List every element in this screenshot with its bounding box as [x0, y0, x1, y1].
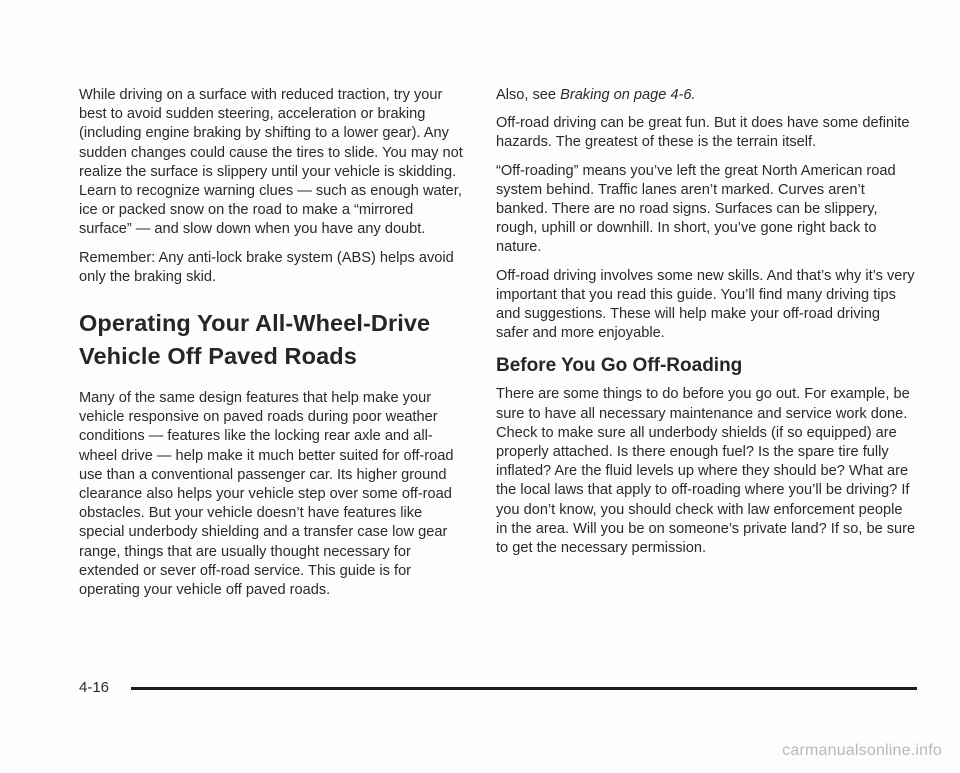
left-column	[79, 86, 464, 609]
page-number: 4-16	[79, 679, 110, 696]
subsection-heading: Before You Go Off-Roading	[496, 355, 743, 377]
also-see-prefix: Also, see	[496, 87, 561, 103]
right-column	[496, 86, 916, 567]
paragraph-off-roading-meaning: “Off-roading” means you’ve left the great North American road system behind. Traffic lanes aren’t marked. Curves aren’t banked. There are no road signs. Surfaces can be slippery, rough, uphill or downhill. In short, you’ve gone right back to nature.	[496, 162, 896, 256]
braking-reference-link[interactable]: Braking on page 4-6.	[560, 87, 696, 103]
page-footer	[79, 677, 917, 701]
paragraph-off-road-fun: Off-road driving can be great fun. But it does have some definite hazards. The greatest of these is the terrain itself.	[496, 115, 910, 151]
paragraph-design-features: Many of the same design features that help make your vehicle responsive on paved roads during poor weather conditions — features like the locking rear axle and all-wheel drive — help make it much better suited for off-road use than a conventional passenger car. Its higher ground clearance also helps your vehicle step over some off-road obstacles. But your vehicle doesn’t have features like special underbody shielding and a transfer case low gear range, things that are usually thought necessary for extended or sever off-road service. This guide is for operating your vehicle off paved roads.	[79, 390, 454, 599]
footer-divider	[131, 687, 917, 690]
section-heading: Operating Your All-Wheel-Drive Vehicle Off Paved Roads	[79, 310, 431, 370]
paragraph-before-you-go: There are some things to do before you go out. For example, be sure to have all necessary maintenance and service work done. Check to make sure all underbody shields (if so equipped) are properly attached. Is there enough fuel? Is the spare tire fully inflated? Are the fluid levels up where they should be? What are the local laws that apply to off-roading where you’ll be driving? If you don’t know, you should check with law enforcement people in the area. Will you be on someone’s private land? If so, be sure to get the necessary permission.	[496, 386, 916, 557]
paragraph-new-skills: Off-road driving involves some new skills. And that’s why it’s very important that you read this guide. You’ll find many driving tips and suggestions. These will help make your off-road driving safer and more enjoyable.	[496, 267, 915, 342]
paragraph-reduced-traction: While driving on a surface with reduced traction, try your best to avoid sudden steering, acceleration or braking (including engine braking by shifting to a lower gear). Any sudden changes could cause the tires to slide. You may not realize the surface is slippery until your vehicle is skidding. Learn to recognize warning clues — such as enough water, ice or packed snow on the road to make a “mirrored surface” — and slow down when you have any doubt.	[79, 87, 463, 238]
watermark: carmanualsonline.info	[782, 742, 942, 759]
paragraph-also-see	[496, 86, 916, 105]
paragraph-abs-reminder: Remember: Any anti-lock brake system (ABS) helps avoid only the braking skid.	[79, 249, 454, 285]
